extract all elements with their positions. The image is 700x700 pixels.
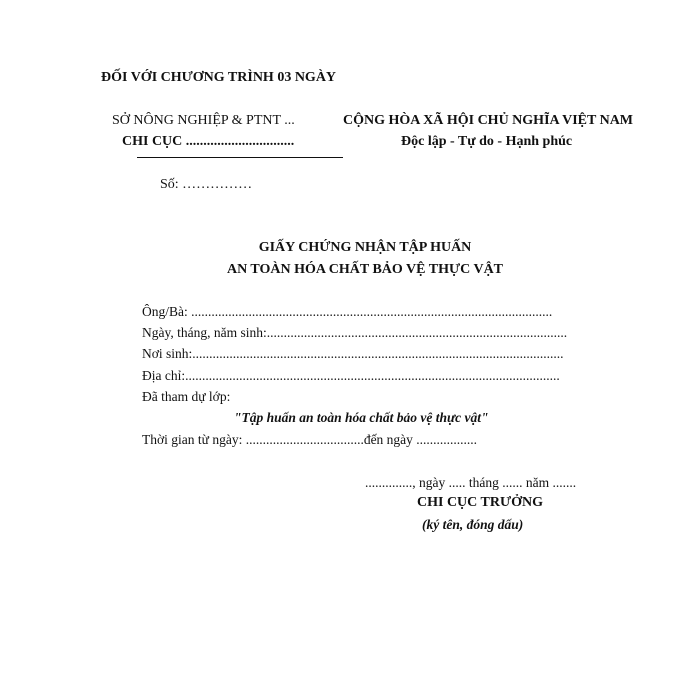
signature-title: CHI CỤC TRƯỞNG [417, 495, 544, 510]
document-number: Số: …………… [160, 177, 253, 192]
field-birthplace: Nơi sinh:.............................................................................................................. [142, 346, 564, 361]
agency-name: SỞ NÔNG NGHIỆP & PTNT ... [112, 113, 295, 128]
field-address: Địa chỉ:............................................................................................................... [142, 368, 560, 383]
signature-date: .............., ngày ..... tháng ...... năm ....... [365, 475, 577, 490]
field-name: Ông/Bà: ........................................................................................................... [142, 304, 553, 319]
field-attended: Đã tham dự lớp: [142, 389, 231, 404]
field-dob: Ngày, tháng, năm sinh:......................................................................................... [142, 325, 568, 340]
national-motto: Độc lập - Tự do - Hạnh phúc [401, 134, 573, 149]
sub-department: CHI CỤC ............................... [122, 134, 295, 149]
signature-note: (ký tên, đóng dấu) [422, 517, 524, 532]
program-note: ĐỐI VỚI CHƯƠNG TRÌNH 03 NGÀY [101, 70, 337, 85]
field-duration: Thời gian từ ngày: ...................................đến ngày .................. [142, 432, 478, 447]
national-title: CỘNG HÒA XÃ HỘI CHỦ NGHĨA VIỆT NAM [343, 113, 634, 128]
course-name: "Tập huấn an toàn hóa chất bảo vệ thực vật" [234, 410, 489, 425]
certificate-subtitle: AN TOÀN HÓA CHẤT BẢO VỆ THỰC VẬT [226, 262, 504, 277]
certificate-title: GIẤY CHỨNG NHẬN TẬP HUẤN [258, 240, 472, 255]
header-divider [137, 157, 343, 158]
